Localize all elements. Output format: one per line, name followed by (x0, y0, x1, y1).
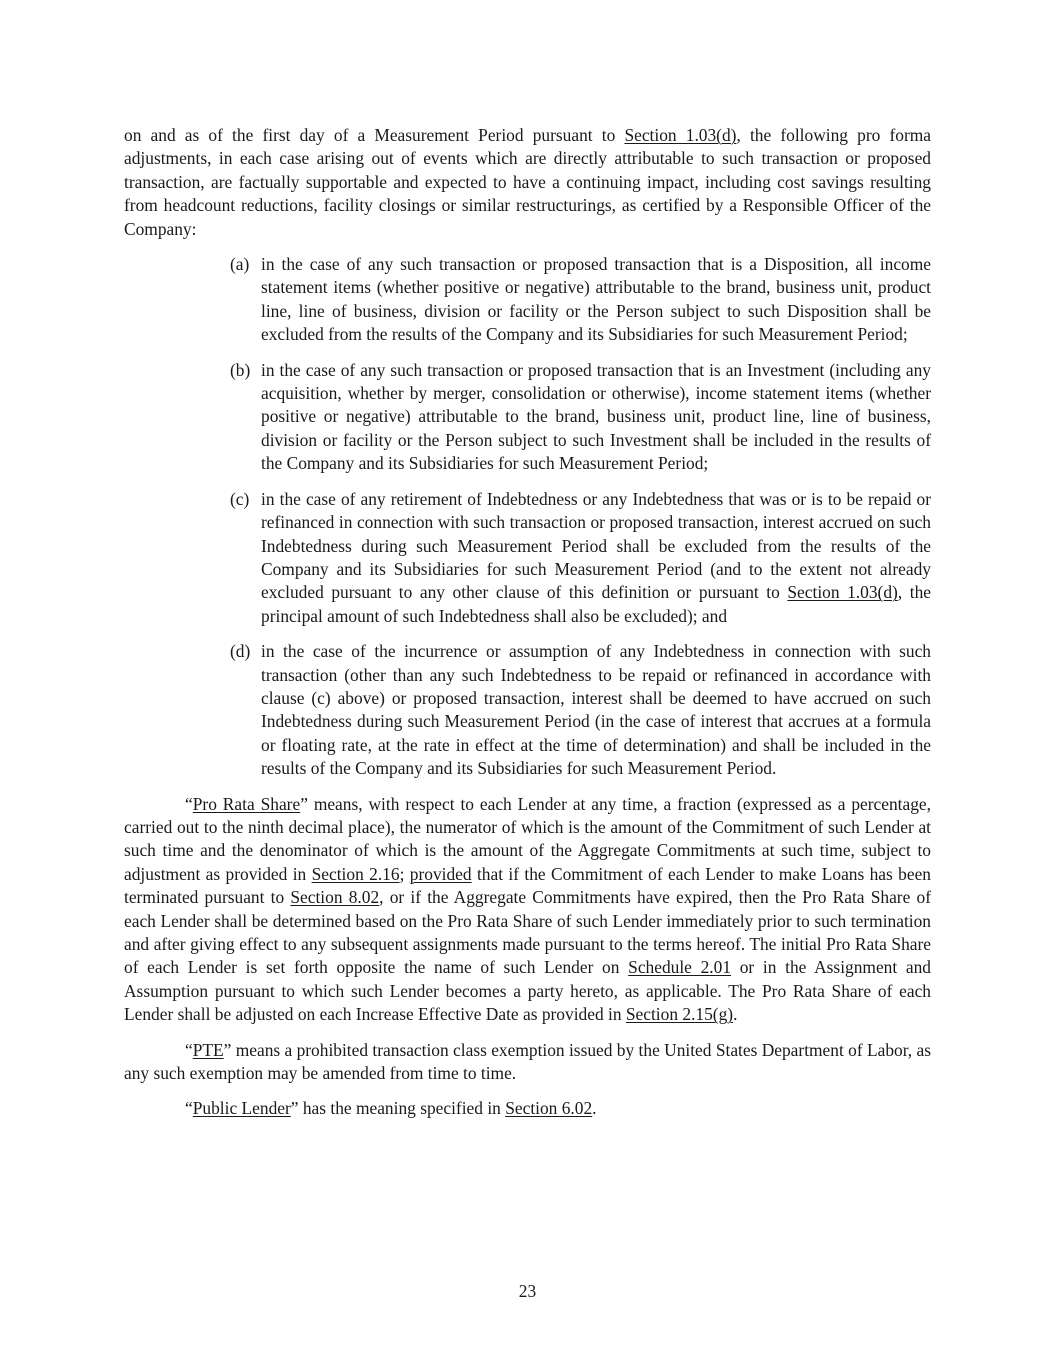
clause-c-text-1: in the case of any retirement of Indebtedness or any Indebtedness that was or is to be repaid or refinanced in connection with such transaction or proposed transaction, interest accrued on such Indebtedness during such Measurement Period shall be excluded from the results of the Company and its Subsidiaries for such Measurement Period (and to the extent not already excluded pursuant to any other clause of this definition or pursuant to (261, 488, 931, 603)
pro-rata-text-1: ” means, with respect to each Lender at any time, a fraction (expressed as a percentage, carried out to the ninth decimal place), the numerator of which is the amount of the Commitment of such Lender at such time and the denominator of which is the amount of the Aggregate Commitments at such time, subject to adjustment as provided in (124, 793, 931, 884)
open-quote: “ (185, 1098, 193, 1119)
schedule-2-01-reference: Schedule 2.01 (628, 957, 732, 978)
defined-term-pro-rata-share: Pro Rata Share (192, 793, 301, 814)
open-quote: “ (185, 793, 193, 814)
clause-b-text: in the case of any such transaction or proposed transaction that is an Investment (including any acquisition, whether by merger, consolidation or otherwise), income statement items (whether positive or negative) attributable to the brand, business unit, product line, line of business, division or facility or the Person subject to such Investment shall be included in the results of the Company and its Subsidiaries for such Measurement Period; (261, 359, 931, 474)
pro-rata-text-5: or in the Assignment and Assumption pursuant to which such Lender becomes a party hereto, as applicable. The Pro Rata Share of each Lender shall be adjusted on each Increase Effective Date as provided in (124, 957, 931, 1025)
intro-paragraph (124, 124, 931, 241)
pte-text: ” means a prohibited transaction class exemption issued by the United States Department of Labor, as any such exemption may be amended from time to time. (124, 1039, 931, 1084)
clause-d-label: (d) (230, 641, 251, 662)
intro-text-2: , the following pro forma adjustments, in each case arising out of events which are directly attributable to such transaction or proposed transaction, are factually supportable and expected to have a continuing impact, including cost savings resulting from headcount reductions, facility closings or similar restructurings, as certified by a Responsible Officer of the Company: (124, 125, 931, 239)
clause-a (124, 253, 931, 347)
clause-c-section-reference: Section 1.03(d) (787, 582, 898, 603)
public-lender-text-1: ” has the meaning specified in (290, 1098, 506, 1119)
section-8-02-reference: Section 8.02 (290, 887, 380, 908)
public-lender-text-2: . (592, 1098, 597, 1119)
clause-b-label: (b) (230, 359, 251, 380)
section-2-16-reference: Section 2.16 (311, 863, 400, 884)
clause-c-label: (c) (230, 488, 250, 509)
clause-a-text: in the case of any such transaction or proposed transaction that is a Disposition, all income statement items (whether positive or negative) attributable to the brand, business unit, product line, line of business, division or facility or the Person subject to such Disposition shall be excluded from the results of the Company and its Subsidiaries for such Measurement Period; (261, 254, 931, 345)
clause-c-text-2: , the principal amount of such Indebtedness shall also be excluded); and (261, 582, 931, 626)
pro-rata-text-4: , or if the Aggregate Commitments have expired, then the Pro Rata Share of each Lender shall be determined based on the Pro Rata Share of such Lender immediately prior to such termination and after giving effect to any subsequent assignments made pursuant to the terms hereof. The initial Pro Rata Share of each Lender is set forth opposite the name of such Lender on (124, 887, 931, 978)
pro-rata-text-3: that if the Commitment of each Lender to make Loans has been terminated pursuant to (124, 863, 931, 908)
document-page (124, 124, 931, 1133)
clause-b (124, 359, 931, 476)
defined-term-pte: PTE (192, 1039, 224, 1060)
pro-rata-text-2: ; (399, 863, 410, 884)
public-lender-definition (124, 1097, 931, 1120)
page-number: 23 (518, 1281, 537, 1301)
defined-term-public-lender: Public Lender (192, 1098, 291, 1119)
intro-text-1: on and as of the first day of a Measurement Period pursuant to (124, 125, 625, 145)
section-2-15g-reference: Section 2.15(g) (625, 1004, 734, 1025)
open-quote: “ (185, 1039, 193, 1060)
clause-c (124, 488, 931, 628)
pte-definition (124, 1039, 931, 1086)
section-1-03d-reference: Section 1.03(d) (624, 125, 737, 145)
pro-rata-share-definition (124, 793, 931, 1027)
clause-d-text: in the case of the incurrence or assumption of any Indebtedness in connection with such transaction (other than any such Indebtedness to be repaid or refinanced in accordance with clause (c) above) or proposed transaction, interest shall be deemed to have accrued on such Indebtedness during such Measurement Period (in the case of interest that accrues at a formula or floating rate, at the rate in effect at the time of determination) and shall be included in the results of the Company and its Subsidiaries for such Measurement Period. (261, 641, 931, 779)
pro-rata-text-6: . (733, 1004, 738, 1025)
clause-d (124, 640, 931, 780)
section-6-02-reference: Section 6.02 (505, 1098, 593, 1119)
provided-term: provided (409, 863, 472, 884)
clause-a-label: (a) (230, 254, 250, 275)
